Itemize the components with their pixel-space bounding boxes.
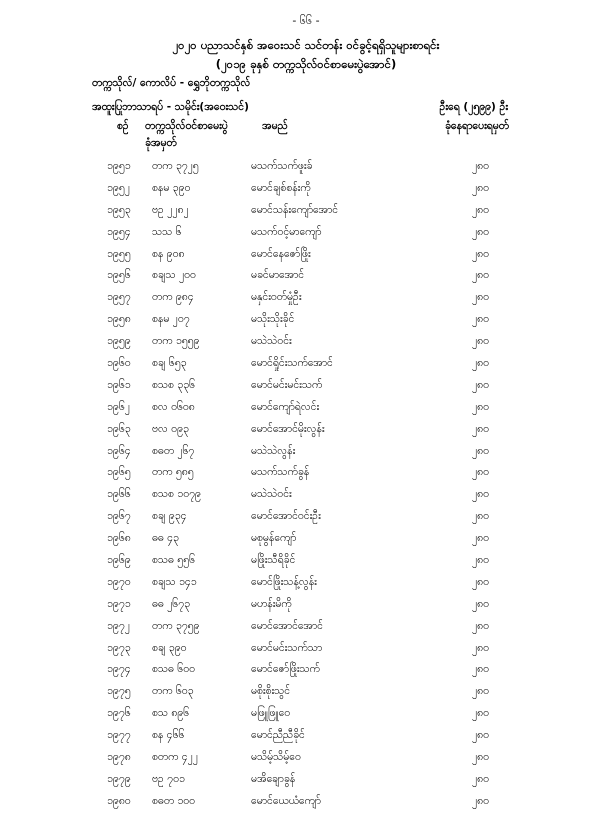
roll-number: စဓတ ၁၀၀ <box>152 794 196 807</box>
student-name: မစိုးစိုးသွင် <box>251 685 291 698</box>
page-subtitle: (၂၀၁၉ ခုနှစ် တက္ကသိုလ်ဝင်စာမေးပွဲအောင်) <box>215 57 397 71</box>
student-name: မဟန်းမိကို <box>251 597 292 610</box>
row-number: ၁၉၇၃ <box>107 641 131 654</box>
roll-number: စနမ ၂၀၇ <box>152 313 190 326</box>
student-name: မအိချောခွန် <box>251 772 296 785</box>
roll-number: စသဓ ၆၀၀ <box>152 663 196 676</box>
header-marks: ခုံနေရာပေးရမှတ် <box>445 120 509 132</box>
student-marks: ၂၈၀ <box>472 422 490 435</box>
roll-number: စချ ၉၃၄ <box>152 510 187 523</box>
student-marks: ၂၈၀ <box>472 269 490 282</box>
row-number: ၁၉၆၉ <box>107 554 131 567</box>
roll-number: စန ၉၀၈ <box>152 247 185 260</box>
roll-number: တက ၉၈၄ <box>152 291 194 304</box>
student-name: မသိုးသိုးခိုင် <box>251 313 295 326</box>
table-row <box>0 573 612 595</box>
table-row <box>0 595 612 617</box>
student-marks: ၂၈၀ <box>472 597 490 610</box>
student-name: မောင်အောင်ဝင်းဦး <box>251 510 321 523</box>
student-marks: ၂၈၀ <box>472 641 490 654</box>
table-row <box>0 288 612 310</box>
student-marks: ၂၈၀ <box>472 444 490 457</box>
table-row <box>0 266 612 288</box>
row-number: ၁၉၆၃ <box>107 422 131 435</box>
student-marks: ၂၈၀ <box>472 554 490 567</box>
student-marks: ၂၈၀ <box>472 751 490 764</box>
row-number: ၁၉၅၈ <box>107 313 131 326</box>
roll-number: စတက ၄၂၂ <box>152 751 198 764</box>
student-name: မနှင်းဝတ်မှုံဦး <box>251 291 302 304</box>
roll-number: စသဓ ၅၅၆ <box>152 554 196 567</box>
student-marks: ၂၈၀ <box>472 466 490 479</box>
table-row <box>0 485 612 507</box>
total-count-label: ဦးရေ (၂၅၉၉) ဦး <box>439 101 508 113</box>
row-number: ၁၉၅၄ <box>107 225 131 238</box>
roll-number: စလ ၀၆၀၈ <box>152 400 195 413</box>
student-name: မသိမ့်သိမ့်ဝေ <box>251 751 301 764</box>
student-name: မောင်နေဇော်ဖြိုး <box>251 247 311 260</box>
table-row <box>0 682 612 704</box>
table-row <box>0 376 612 398</box>
student-marks: ၂၈၀ <box>472 663 490 676</box>
student-marks: ၂၈၀ <box>472 510 490 523</box>
table-row <box>0 463 612 485</box>
row-number: ၁၉၆၄ <box>107 444 131 457</box>
student-name: မောင်မင်းမင်းသက် <box>251 378 323 391</box>
roll-number: စချ ၆၅၃ <box>152 357 187 370</box>
row-number: ၁၉၇၄ <box>107 663 131 676</box>
table-row <box>0 704 612 726</box>
student-name: မောင်ဇော်ဖြိုးသက် <box>251 663 320 676</box>
table-row <box>0 420 612 442</box>
roll-number: စချသ ၂၀၀ <box>152 269 196 282</box>
roll-number: စနမ ၃၉၀ <box>152 181 191 194</box>
student-marks: ၂၈၀ <box>472 335 490 348</box>
roll-number: စသ ၈၉၆ <box>152 707 190 720</box>
table-row <box>0 792 612 814</box>
row-number: ၁၉၆၂ <box>107 400 130 413</box>
student-name: မစုမွန်ကျော် <box>251 532 297 545</box>
table-row <box>0 660 612 682</box>
row-number: ၁၉၅၂ <box>107 181 130 194</box>
student-marks: ၂၈၀ <box>472 772 490 785</box>
row-number: ၁၉၅၁ <box>107 160 131 172</box>
row-number: ၁၉၆၆ <box>107 488 131 501</box>
roll-number: ဗလ ၀၉၃ <box>152 422 189 435</box>
table-row <box>0 551 612 573</box>
roll-number: ဓဓ ၄၃ <box>152 532 179 545</box>
table-row <box>0 179 612 201</box>
table-row <box>0 354 612 376</box>
roll-number: စဓတ ၂၆၇ <box>152 444 195 457</box>
student-marks: ၂၈၀ <box>472 685 490 698</box>
roll-number: စန ၄၆၆ <box>152 729 185 742</box>
student-marks: ၂၈၀ <box>472 225 490 238</box>
row-number: ၁၉၇၂ <box>107 619 130 632</box>
roll-number: တက ၅၈၅ <box>152 466 194 479</box>
major-label: အထူးပြုဘာသာရပ် - သမိုင်း(အဝေးသင်) <box>92 101 249 113</box>
roll-number: တက ၃၇၅၉ <box>152 619 200 632</box>
student-marks: ၂၈၀ <box>472 160 490 172</box>
page-number: - ၆၆ - <box>292 14 320 27</box>
header-name: အမည် <box>262 120 288 132</box>
table-row <box>0 245 612 267</box>
student-name: မောင်အောင်မိုးလွန်း <box>251 422 325 435</box>
student-name: မောင်သန်းကျော်အောင် <box>251 203 339 216</box>
student-name: မောင်ယေယံကျော် <box>251 794 321 807</box>
student-marks: ၂၈၀ <box>472 203 490 216</box>
student-name: မသဲသဲဝင်း <box>251 335 292 348</box>
row-number: ၁၉၇၅ <box>107 685 131 698</box>
roll-number: စသစ ၃၃၆ <box>152 378 196 391</box>
student-marks: ၂၈၀ <box>472 400 490 413</box>
roll-number: ဓဓ ၂၆၇၃ <box>152 597 191 610</box>
row-number: ၁၉၇၈ <box>107 751 131 764</box>
row-number: ၁၉၇၀ <box>107 575 131 588</box>
student-marks: ၂၈၀ <box>472 357 490 370</box>
table-row <box>0 770 612 792</box>
row-number: ၁၉၇၉ <box>107 772 131 785</box>
student-name: မောင်အောင်အောင် <box>251 619 323 632</box>
table-row <box>0 201 612 223</box>
table-row <box>0 726 612 748</box>
row-number: ၁၉၅၆ <box>107 269 131 282</box>
student-name: မောင်ကျော်ရဲလင်း <box>251 400 320 413</box>
table-row <box>0 748 612 770</box>
student-marks: ၂၈၀ <box>472 291 490 304</box>
row-number: ၁၉၆၈ <box>107 532 131 545</box>
header-roll-number-line2: ခုံအမှတ် <box>145 137 177 149</box>
roll-number: တက ၁၅၅၉ <box>152 335 200 348</box>
student-marks: ၂၈၀ <box>472 181 490 194</box>
student-marks: ၂၈၀ <box>472 707 490 720</box>
table-row <box>0 639 612 661</box>
header-roll-number: တက္ကသိုလ်ဝင်စာမေးပွဲ <box>145 120 228 132</box>
student-marks: ၂၈၀ <box>472 619 490 632</box>
table-row <box>0 529 612 551</box>
table-row <box>0 310 612 332</box>
row-number: ၁၉၇၆ <box>107 707 131 720</box>
student-marks: ၂၈၀ <box>472 794 490 807</box>
student-name: မောင်ညီညီခိုင် <box>251 729 305 742</box>
row-number: ၁၉၆၁ <box>107 378 131 391</box>
header-no: စဉ် <box>117 120 129 132</box>
table-row <box>0 442 612 464</box>
row-number: ၁၉၅၃ <box>107 203 131 216</box>
student-list <box>0 157 612 814</box>
roll-number: သသ ၆ <box>152 225 182 238</box>
roll-number: ဗဥ ၇၀၁ <box>152 772 185 785</box>
student-name: မောင်ဖြိုးသန့်လွန်း <box>251 575 317 588</box>
roll-number: စသစ ၁၀၇၉ <box>152 488 201 501</box>
student-marks: ၂၈၀ <box>472 378 490 391</box>
table-row <box>0 617 612 639</box>
table-row <box>0 223 612 245</box>
row-number: ၁၉၅၇ <box>107 291 131 304</box>
table-row <box>0 157 612 179</box>
table-row <box>0 398 612 420</box>
row-number: ၁၉၅၉ <box>107 335 131 348</box>
student-marks: ၂၈၀ <box>472 532 490 545</box>
student-name: မသဲသဲလွန်း <box>251 444 296 457</box>
student-name: မသက်ဝင့်မာကျော် <box>251 225 322 238</box>
student-name: မောင်မင်းသက်သာ <box>251 641 323 654</box>
row-number: ၁၉၅၅ <box>107 247 131 260</box>
student-name: မောင်ချစ်စန်းကို <box>251 181 311 194</box>
student-name: မခင်မာအောင် <box>251 269 305 282</box>
row-number: ၁၉၆၇ <box>107 510 131 523</box>
row-number: ၁၉၇၇ <box>107 729 131 742</box>
table-row <box>0 507 612 529</box>
roll-number: တက ၃၇၂၅ <box>152 160 199 172</box>
row-number: ၁၉၇၁ <box>107 597 131 610</box>
student-name: မသဲသဲဝင်း <box>251 488 292 501</box>
page-title: ၂၀၂၀ ပညာသင်နှစ် အဝေးသင် သင်တန်း ဝင်ခွင့်ရရှိသူများစာရင်း <box>172 38 440 52</box>
student-name: မောင်ရှိုင်းသက်အောင် <box>251 357 333 370</box>
row-number: ၁၉၆၀ <box>107 357 131 370</box>
student-marks: ၂၈၀ <box>472 488 490 501</box>
student-marks: ၂၈၀ <box>472 729 490 742</box>
roll-number: စချ ၃၉၀ <box>152 641 187 654</box>
student-name: မဖြူဖြူဝေ <box>251 707 291 720</box>
table-row <box>0 332 612 354</box>
student-marks: ၂၈၀ <box>472 247 490 260</box>
student-marks: ၂၈၀ <box>472 313 490 326</box>
roll-number: စချသ ၁၄၁ <box>152 575 197 588</box>
student-name: မသက်သက်ခွန် <box>251 466 310 479</box>
university-label: တက္ကသိုလ်/ ကောလိပ် - ရွှေဘိုတက္ကသိုလ် <box>92 77 251 89</box>
row-number: ၁၉၆၅ <box>107 466 131 479</box>
student-name: မဖြိုးသီရိခိုင် <box>251 554 296 567</box>
roll-number: ဗဥ ၂၂၈၂ <box>152 203 189 216</box>
student-marks: ၂၈၀ <box>472 575 490 588</box>
student-name: မသက်သက်ဖူးခ် <box>251 160 313 172</box>
row-number: ၁၉၈၀ <box>107 794 131 807</box>
roll-number: တက ၆၀၃ <box>152 685 194 698</box>
